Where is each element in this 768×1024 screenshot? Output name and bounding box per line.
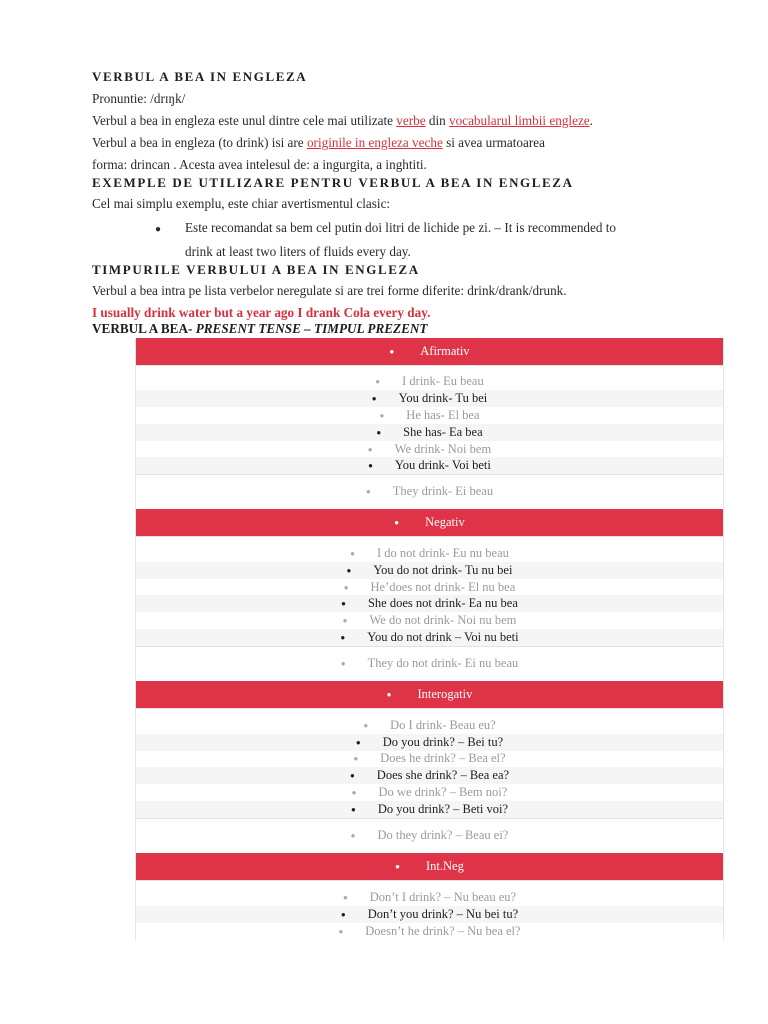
conjugation-table	[135, 338, 724, 941]
table-row	[135, 545, 724, 562]
table-row	[135, 579, 724, 596]
table-row	[135, 407, 724, 424]
table-row	[135, 784, 724, 801]
row-text: You drink- Voi beti	[394, 458, 491, 472]
bullet-icon: ●	[375, 377, 381, 386]
intro-paragraph	[92, 113, 593, 129]
row-text: He has- El bea	[406, 408, 480, 422]
bullet-icon: ●	[365, 487, 371, 496]
table-row	[135, 734, 724, 751]
bullet-icon: ●	[340, 633, 346, 642]
row-text: I do not drink- Eu nu beau	[376, 546, 509, 560]
origin-paragraph-line2: forma: drincan . Acesta avea intelesul de: a ingurgita, a inghtiti.	[92, 157, 427, 172]
header-label: Int.Neg	[426, 859, 464, 873]
bullet-icon: ●	[353, 754, 359, 763]
row-text: You drink- Tu bei	[398, 391, 488, 405]
bullet-icon: ●	[340, 659, 346, 668]
bullet-icon: ●	[363, 721, 369, 730]
row-text: You do not drink – Voi nu beti	[367, 630, 519, 644]
divider	[135, 646, 724, 647]
table-row	[135, 457, 724, 474]
link-origini[interactable]: originile in engleza veche	[306, 135, 443, 150]
bullet-icon: ●	[338, 927, 344, 936]
header-label: Negativ	[425, 515, 465, 529]
bullet-icon: ●	[379, 411, 385, 420]
bullet-icon: ●	[371, 394, 377, 403]
row-text: I drink- Eu beau	[402, 374, 484, 388]
present-tense-title	[92, 321, 427, 337]
divider	[135, 365, 724, 366]
bullet-icon: ●	[389, 347, 395, 356]
table-row	[135, 717, 724, 734]
row-text: He’does not drink- El nu bea	[370, 580, 516, 594]
row-text: They do not drink- Ei nu beau	[367, 656, 519, 670]
origin-paragraph	[92, 135, 545, 151]
row-text: We do not drink- Noi nu bem	[369, 613, 517, 627]
table-border-left	[135, 338, 136, 941]
intro-text-middle: din	[425, 113, 450, 128]
divider	[135, 818, 724, 819]
table-row	[135, 373, 724, 390]
divider	[135, 880, 724, 881]
bullet-icon: ●	[368, 461, 373, 470]
bullet-icon: ●	[342, 893, 348, 902]
origin-text-start: Verbul a bea in engleza (to drink) isi are	[92, 135, 307, 150]
table-row	[135, 655, 724, 672]
bullet-icon: ●	[394, 518, 400, 527]
table-border-right	[723, 338, 724, 941]
table-row	[135, 801, 724, 818]
header-label: Afirmativ	[420, 344, 470, 358]
example-line2: drink at least two liters of fluids every day.	[185, 244, 411, 259]
table-row	[135, 612, 724, 629]
row-text: You do not drink- Tu nu bei	[373, 563, 513, 577]
tenses-text: Verbul a bea intra pe lista verbelor neregulate si are trei forme diferite: drink/drank/drunk.	[92, 283, 567, 298]
table-header-negativ	[135, 509, 724, 536]
row-text: Do I drink- Beau eu?	[390, 718, 496, 732]
table-row	[135, 595, 724, 612]
divider	[135, 474, 724, 475]
row-text: She does not drink- Ea nu bea	[367, 596, 518, 610]
example-line1: Este recomandat sa bem cel putin doi litri de lichide pe zi. – It is recommended to	[185, 220, 617, 235]
bullet-icon: ●	[351, 788, 357, 797]
row-text: Do you drink? – Bei tu?	[382, 735, 504, 749]
bullet-icon: ●	[386, 690, 392, 699]
table-row	[135, 827, 724, 844]
examples-intro: Cel mai simplu exemplu, este chiar avertismentul clasic:	[92, 196, 391, 211]
bullet-icon: ●	[155, 224, 162, 235]
row-text: Do we drink? – Bem noi?	[378, 785, 508, 799]
row-text: Don’t you drink? – Nu bei tu?	[367, 907, 519, 921]
bullet-icon: ●	[349, 771, 355, 780]
pronunciation: Pronuntie: /drɪŋk/	[92, 91, 186, 106]
table-row	[135, 390, 724, 407]
row-text: They drink- Ei beau	[392, 484, 494, 498]
table-row	[135, 629, 724, 646]
bullet-icon: ●	[350, 805, 356, 814]
table-row	[135, 923, 724, 940]
row-text: Don’t I drink? – Nu beau eu?	[369, 890, 517, 904]
header-label: Interogativ	[417, 687, 473, 701]
bullet-icon: ●	[395, 862, 400, 871]
bullet-icon: ●	[376, 428, 382, 437]
table-header-afirmativ	[135, 338, 724, 365]
tenses-heading: TIMPURILE VERBULUI A BEA IN ENGLEZA	[92, 262, 420, 277]
divider	[135, 536, 724, 537]
intro-text-end: .	[589, 113, 593, 128]
link-verbe[interactable]: verbe	[396, 113, 426, 128]
bullet-icon: ●	[355, 738, 361, 747]
row-text: She has- Ea bea	[403, 425, 483, 439]
bullet-icon: ●	[367, 445, 373, 454]
table-header-intneg	[135, 853, 724, 880]
row-text: Does he drink? – Bea el?	[380, 751, 506, 765]
row-text: Do you drink? – Beti voi?	[377, 802, 509, 816]
row-text: Do they drink? – Beau ei?	[377, 828, 509, 842]
table-row	[135, 562, 724, 579]
bullet-icon: ●	[346, 566, 352, 575]
row-text: Doesn’t he drink? – Nu bea el?	[365, 924, 521, 938]
table-row	[135, 750, 724, 767]
divider	[135, 708, 724, 709]
highlight-example: I usually drink water but a year ago I drank Cola every day.	[92, 305, 431, 320]
present-label: VERBUL A BEA-	[92, 321, 196, 336]
bullet-icon: ●	[340, 910, 346, 919]
intro-text-start: Verbul a bea in engleza este unul dintre cele mai utilizate	[92, 113, 397, 128]
table-row	[135, 441, 724, 458]
present-label-italic: PRESENT TENSE – TIMPUL PREZENT	[195, 321, 428, 336]
bullet-icon: ●	[350, 549, 355, 558]
row-text: Does she drink? – Bea ea?	[376, 768, 510, 782]
table-row	[135, 424, 724, 441]
table-row	[135, 906, 724, 923]
bullet-icon: ●	[343, 583, 349, 592]
bullet-icon: ●	[350, 831, 356, 840]
bullet-icon: ●	[342, 616, 348, 625]
table-row	[135, 889, 724, 906]
example-bullet	[155, 220, 616, 236]
bullet-icon: ●	[341, 599, 346, 608]
origin-text-end: si avea urmatoarea	[442, 135, 545, 150]
examples-heading: EXEMPLE DE UTILIZARE PENTRU VERBUL A BEA IN ENGLEZA	[92, 175, 574, 190]
link-vocabular[interactable]: vocabularul limbii engleze	[449, 113, 590, 128]
table-row	[135, 483, 724, 500]
table-header-interogativ	[135, 681, 724, 708]
row-text: We drink- Noi bem	[394, 442, 492, 456]
table-row	[135, 767, 724, 784]
page-title: VERBUL A BEA IN ENGLEZA	[92, 69, 308, 84]
